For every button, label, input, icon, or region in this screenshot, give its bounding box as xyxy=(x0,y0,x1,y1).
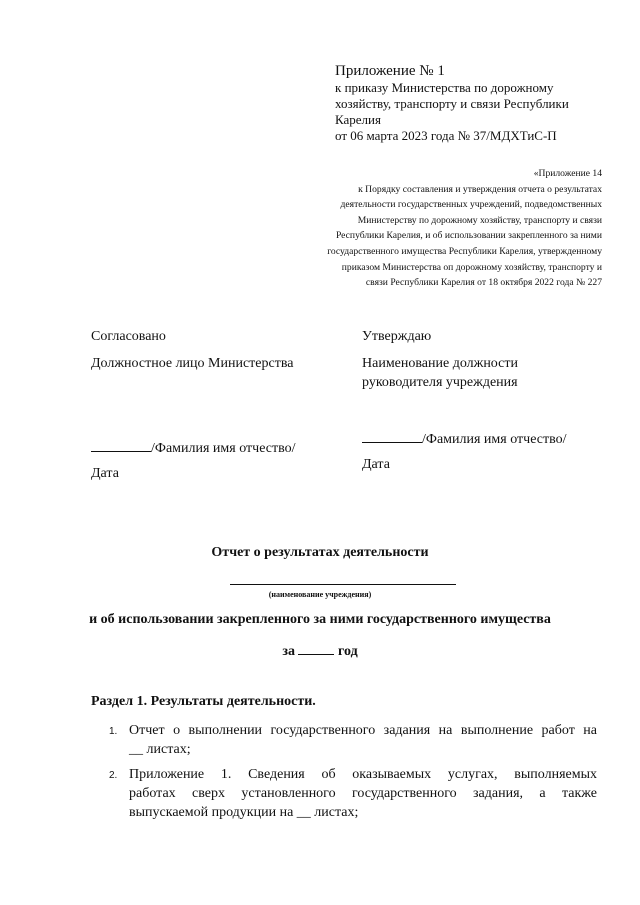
appendix14-line: связи Республики Карелия от 18 октября 2022 года № 227 xyxy=(365,277,602,289)
list-text-line: Приложение 1. Сведения об оказываемых услугах, выполняемых xyxy=(129,767,597,782)
section1-heading: Раздел 1. Результаты деятельности. xyxy=(91,694,316,709)
report-title: Отчет о результатах деятельности xyxy=(211,545,429,560)
year-suffix: год xyxy=(337,644,358,659)
list-item xyxy=(91,765,597,822)
agreed-date: Дата xyxy=(91,466,119,481)
list-text-line: Отчет о выполнении государственного задания на выполнение работ на xyxy=(129,723,597,738)
appendix-line: Карелия xyxy=(335,112,381,127)
signature-blank xyxy=(362,428,422,443)
approve-role-2: руководителя учреждения xyxy=(362,375,518,390)
list-number: 2. xyxy=(109,770,118,781)
list-text: __ листах; xyxy=(129,742,191,757)
appendix-header xyxy=(335,62,625,144)
appendix14-line: государственного имущества Республики Карелия, утвержденному xyxy=(327,245,602,257)
appendix14-line: к Порядку составления и утверждения отчета о результатах xyxy=(358,183,602,195)
approve-name: /Фамилия имя отчество/ xyxy=(422,432,567,447)
report-year-line xyxy=(0,640,640,660)
agreed-heading: Согласовано xyxy=(91,329,166,344)
appendix-line: к приказу Министерства по дорожному xyxy=(335,80,554,95)
agreed-role: Должностное лицо Министерства xyxy=(91,356,294,371)
approve-signature-line xyxy=(362,428,622,450)
year-prefix: за xyxy=(282,644,295,659)
appendix14-line: приказом Министерства оп дорожному хозяйству, транспорту и xyxy=(341,261,602,273)
appendix14-line: Республики Карелия, и об использовании закрепленного за ними xyxy=(335,230,602,242)
appendix14-line: Министерству по дорожному хозяйству, транспорту и связи xyxy=(357,214,602,226)
signature-blank xyxy=(91,437,151,452)
institution-underline xyxy=(230,584,456,585)
list-number: 1. xyxy=(109,726,118,737)
appendix14-block xyxy=(272,166,602,291)
approve-role-1: Наименование должности xyxy=(362,356,518,371)
appendix-line: от 06 марта 2023 года № 37/МДХТиС-П xyxy=(335,128,557,143)
approve-heading: Утверждаю xyxy=(362,329,432,344)
appendix-title: Приложение № 1 xyxy=(335,63,445,79)
appendix14-line: деятельности государственных учреждений, подведомственных xyxy=(340,199,602,211)
list-item xyxy=(91,721,597,759)
appendix-line: хозяйству, транспорту и связи Республики xyxy=(335,96,569,111)
institution-caption: (наименование учреждения) xyxy=(268,590,372,599)
list-text: работах сверх установленного государственного задания, а также выпускаемой продукции на __ листах; xyxy=(129,786,597,820)
report-subtitle: и об использовании закрепленного за ними государственного имущества xyxy=(89,612,551,627)
approve-date: Дата xyxy=(362,457,390,472)
agreed-name: /Фамилия имя отчество/ xyxy=(151,441,296,456)
agreed-signature-line xyxy=(91,437,341,459)
year-blank xyxy=(298,640,334,655)
section1-list xyxy=(91,721,597,828)
appendix14-line: «Приложение 14 xyxy=(533,168,602,179)
